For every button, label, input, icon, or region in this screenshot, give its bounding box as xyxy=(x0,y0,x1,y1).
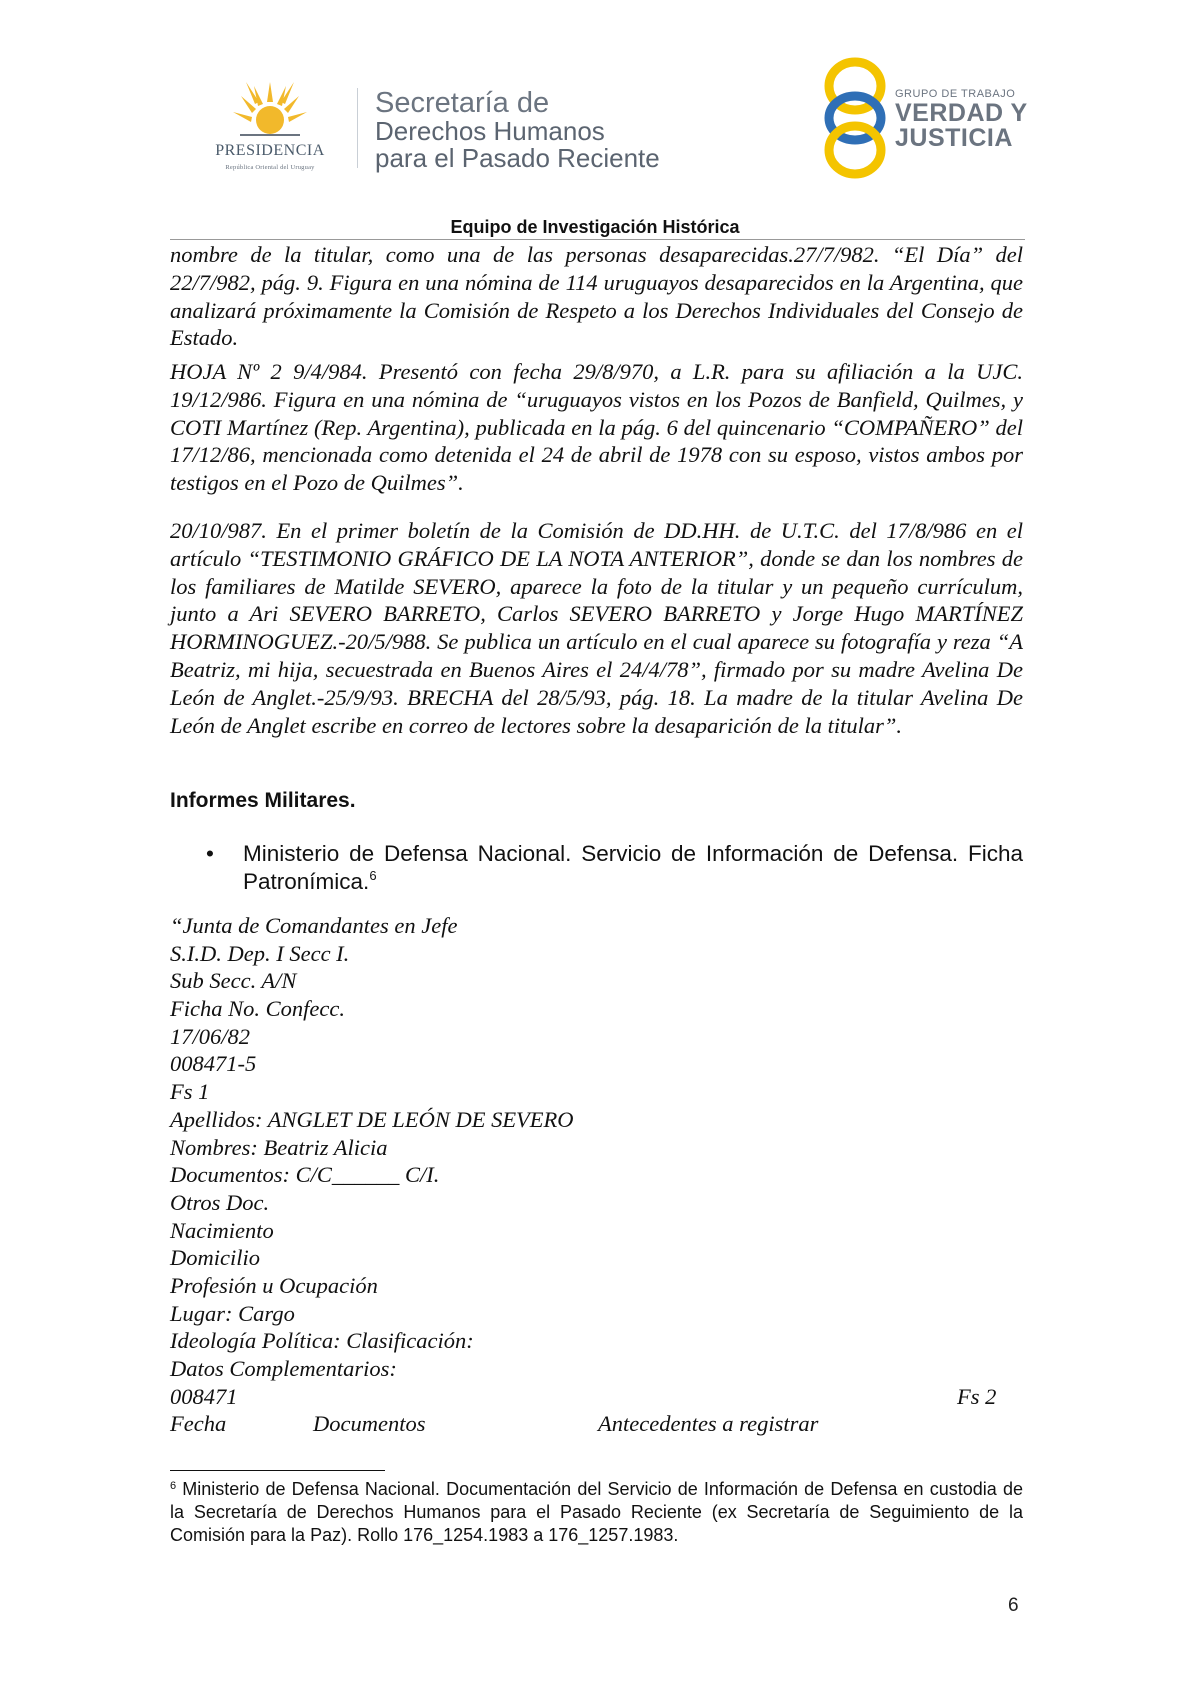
presidencia-logo xyxy=(190,80,350,175)
paragraph-1: nombre de la titular, como una de las personas desaparecidas.27/7/982. “El Día” del 22/7/982, pág. 9. Figura en una nómina de 114 uruguayos desaparecidos en la Argentina, que analizará próximamente la Comisión de Respeto a los Derechos Individuales del Consejo de Estado. xyxy=(170,242,1023,351)
column-documentos: Documentos xyxy=(313,1411,426,1437)
record-line: Nacimiento xyxy=(170,1217,274,1243)
column-fecha: Fecha xyxy=(170,1411,227,1437)
column-antecedentes: Antecedentes a registrar xyxy=(598,1411,819,1437)
sun-emblem-icon xyxy=(232,80,308,146)
record-line: 008471-5 xyxy=(170,1051,257,1077)
bullet-text: Ministerio de Defensa Nacional. Servicio de Información de Defensa. Ficha Patronímica. xyxy=(243,841,1023,894)
record-line: Documentos: C/C______ C/I. xyxy=(170,1162,440,1188)
bullet-symbol: • xyxy=(206,841,214,866)
grupo-line-1: GRUPO DE TRABAJO xyxy=(895,88,1016,100)
footnote-rule xyxy=(170,1470,385,1471)
record-number-line xyxy=(170,1383,1023,1411)
section-title: Informes Militares. xyxy=(170,789,356,812)
verdad-justicia-rings-icon xyxy=(820,56,890,180)
secretaria-line-1: Secretaría de xyxy=(375,87,550,119)
team-title: Equipo de Investigación Histórica xyxy=(450,217,740,237)
record-line: Datos Complementarios: xyxy=(170,1356,397,1381)
record-line: “Junta de Comandantes en Jefe xyxy=(170,913,458,938)
record-line: Apellidos: ANGLET DE LEÓN DE SEVERO xyxy=(170,1106,574,1132)
record-line: Ideología Política: Clasificación: xyxy=(170,1328,474,1354)
record-line: Sub Secc. A/N xyxy=(170,968,297,994)
record-number: 008471 xyxy=(170,1383,238,1409)
record-line: S.I.D. Dep. I Secc I. xyxy=(170,940,350,966)
footnote xyxy=(170,1478,1023,1547)
record-columns-line xyxy=(170,1410,1023,1438)
bullet-text-block xyxy=(243,840,1023,896)
footnote-text: Ministerio de Defensa Nacional. Documentación del Servicio de Información de Defensa en custodia de la Secretaría de Derechos Humanos para el Pasado Reciente (ex Secretaría de Seguimiento de la Comisión para la Paz). Rollo 176_1254.1983 a 176_1257.1983. xyxy=(170,1479,1023,1545)
presidencia-subtitle: República Oriental del Uruguay xyxy=(225,164,315,171)
page-number: 6 xyxy=(1008,1595,1019,1616)
header-divider xyxy=(357,88,358,168)
paragraph-2: HOJA Nº 2 9/4/984. Presentó con fecha 29/8/970, a L.R. para su afiliación a la UJC. 19/12/986. Figura en una nómina de “uruguayos vistos en los Pozos de Banfield, Quilmes, y COTI Martínez (Rep. Argentina), publicada en la pág. 6 del quincenario “COMPAÑERO” del 17/12/86, mencionada como detenida el 24 de abril de 1978 con su esposo, vistos ambos por testigos en el Pozo de Quilmes”. xyxy=(170,359,1023,496)
record-line: Domicilio xyxy=(170,1245,260,1271)
record-line: 17/06/82 xyxy=(170,1023,251,1049)
header-rule xyxy=(170,239,1025,240)
record-line: Ficha No. Confecc. xyxy=(170,996,345,1022)
record-line: Lugar: Cargo xyxy=(170,1300,295,1326)
secretaria-line-3: para el Pasado Reciente xyxy=(375,143,660,173)
grupo-line-2: VERDAD Y xyxy=(895,99,1028,127)
presidencia-title: PRESIDENCIA xyxy=(215,142,325,159)
record-line: Profesión u Ocupación xyxy=(170,1272,378,1298)
ficha-record xyxy=(170,912,1023,1438)
grupo-trabajo-text xyxy=(895,88,1028,151)
grupo-line-3: JUSTICIA xyxy=(895,124,1013,152)
record-line: Fs 1 xyxy=(170,1079,210,1105)
folio-2: Fs 2 xyxy=(957,1383,997,1409)
secretaria-line-2: Derechos Humanos xyxy=(375,116,605,146)
paragraph-3: 20/10/987. En el primer boletín de la Comisión de DD.HH. de U.T.C. del 17/8/986 en el artículo “TESTIMONIO GRÁFICO DE LA NOTA ANTERIOR”, donde se dan los nombres de los familiares de Matilde SEVERO, aparece la foto de la titular y un pequeño currículum, junto a Ari SEVERO BARRETO, Carlos SEVERO BARRETO y Jorge Hugo MARTÍNEZ HORMINOGUEZ.-20/5/988. Se publica un artículo en el cual aparece su fotografía y reza “A Beatriz, mi hija, secuestrada en Buenos Aires el 24/4/78”, firmado por su madre Avelina De León de Anglet.-25/9/93. BRECHA del 28/5/93, pág. 18. La madre de la titular Avelina De León de Anglet escribe en correo de lectores sobre la desaparición de la titular”. xyxy=(170,518,1023,738)
record-line: Nombres: Beatriz Alicia xyxy=(170,1134,388,1160)
secretaria-logo-text xyxy=(375,88,660,172)
record-line: Otros Doc. xyxy=(170,1189,270,1215)
footnote-ref[interactable]: 6 xyxy=(369,868,377,883)
footnote-number: 6 xyxy=(170,1480,177,1492)
